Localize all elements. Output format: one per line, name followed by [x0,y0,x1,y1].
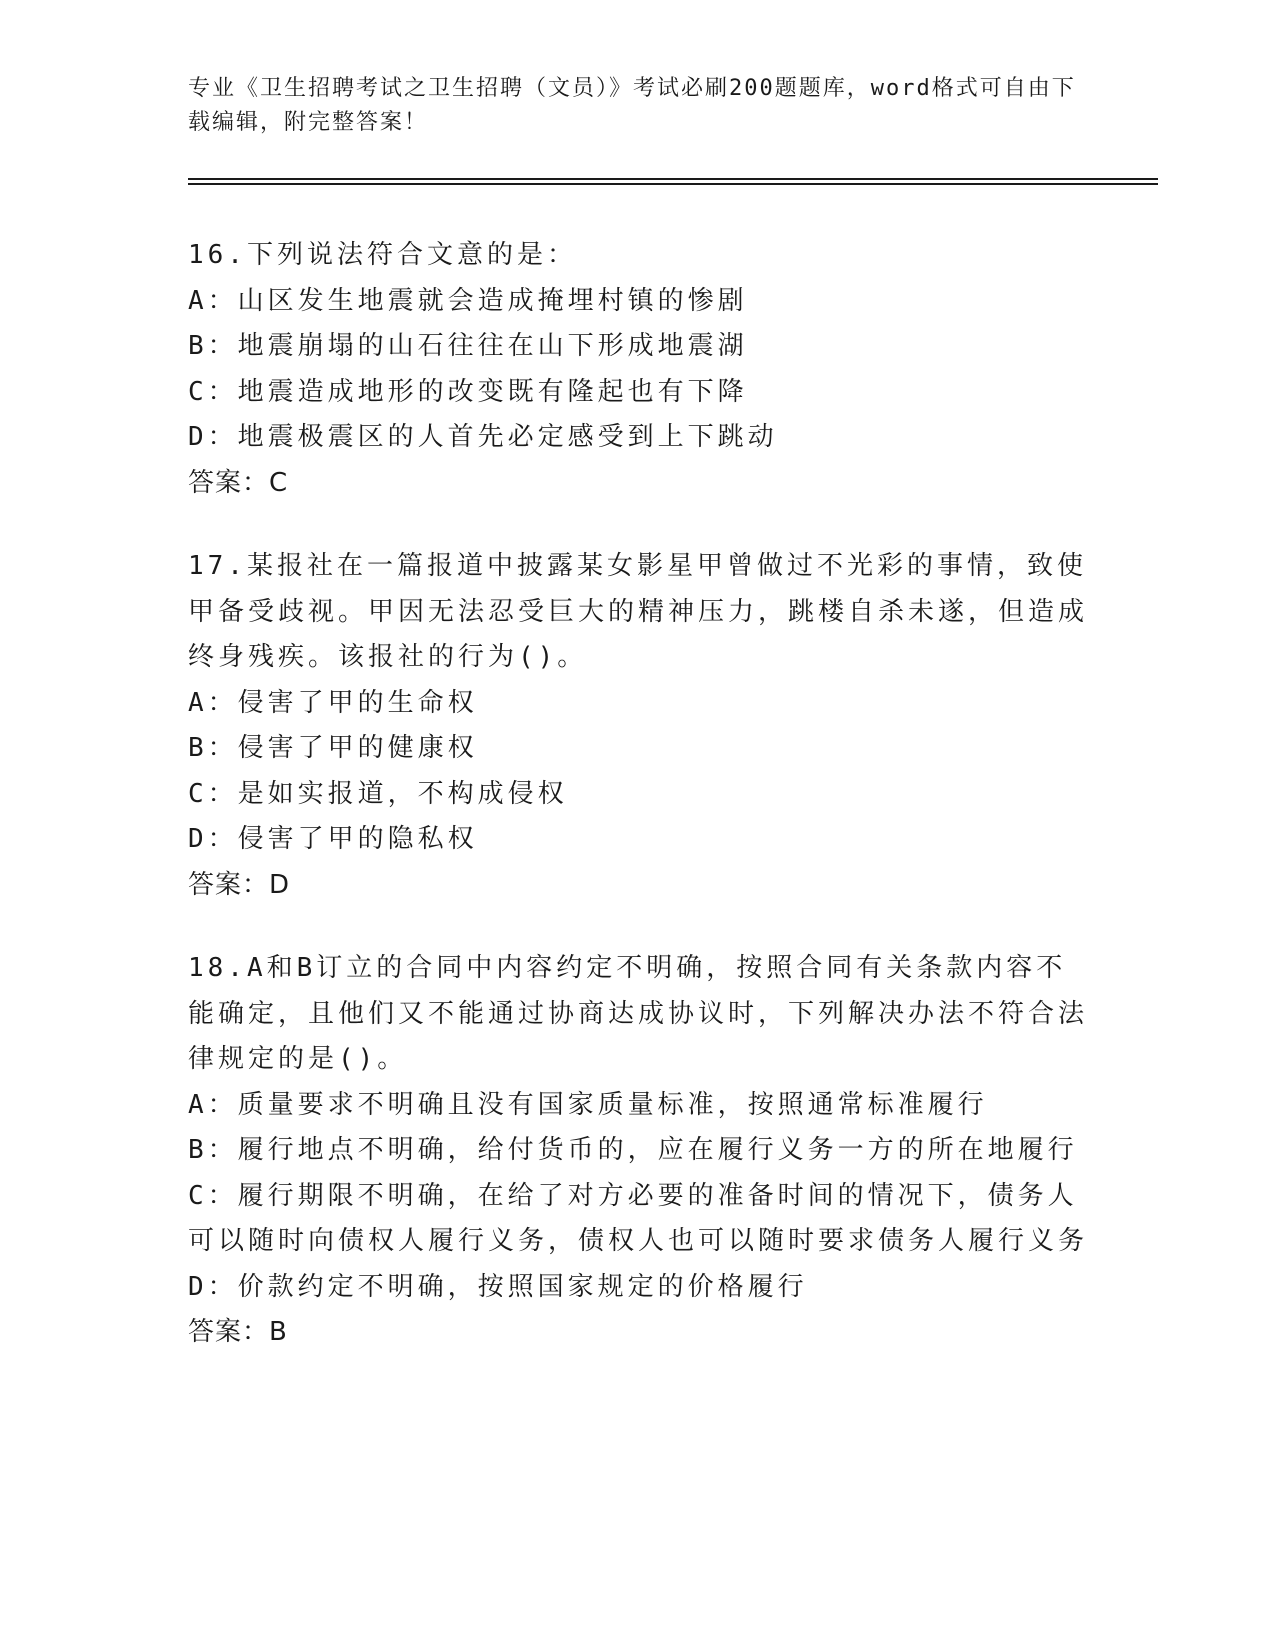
option-c: C：是如实报道，不构成侵权 [188,778,568,809]
question-stem: 16.下列说法符合文意的是： [188,240,577,270]
answer-label: 答案：B [188,1317,288,1347]
option-b: B：履行地点不明确，给付货币的，应在履行义务一方的所在地履行 [188,1135,1078,1165]
option-c: C：地震造成地形的改变既有隆起也有下降 [188,376,748,407]
option-c: C：履行期限不明确，在给了对方必要的准备时间的情况下，债务人可以随时向债权人履行义务，债权人也可以随时要求债务人履行义务 [188,1180,1089,1256]
question-18 [188,946,1088,1356]
question-stem: 17.某报社在一篇报道中披露某女影星甲曾做过不光彩的事情，致使甲备受歧视。甲因无法忍受巨大的精神压力，跳楼自杀未遂，但造成终身残疾。该报社的行为()。 [188,551,1089,672]
option-a: A：山区发生地震就会造成掩埋村镇的惨剧 [188,285,748,316]
answer-label: 答案：D [188,869,291,900]
question-16 [188,233,1088,506]
question-17 [188,544,1088,908]
option-d: D：地震极震区的人首先必定感受到上下跳动 [188,422,778,452]
option-d: D：价款约定不明确，按照国家规定的价格履行 [188,1271,808,1302]
option-b: B：地震崩塌的山石往往在山下形成地震湖 [188,331,748,361]
document-header: 专业《卫生招聘考试之卫生招聘（文员）》考试必刷200题题库，word格式可自由下载编辑，附完整答案！ [188,76,1076,135]
option-d: D：侵害了甲的隐私权 [188,824,478,854]
header-divider-bottom [188,183,1158,185]
option-a: A：侵害了甲的生命权 [188,687,478,718]
question-list [188,233,1088,1394]
answer-label: 答案：C [188,467,289,498]
option-b: B：侵害了甲的健康权 [188,733,478,763]
header-divider-top [188,178,1158,180]
question-stem: 18.A和B订立的合同中内容约定不明确，按照合同有关条款内容不能确定，且他们又不能通过协商达成协议时，下列解决办法不符合法律规定的是()。 [188,953,1089,1074]
option-a: A：质量要求不明确且没有国家质量标准，按照通常标准履行 [188,1089,988,1120]
